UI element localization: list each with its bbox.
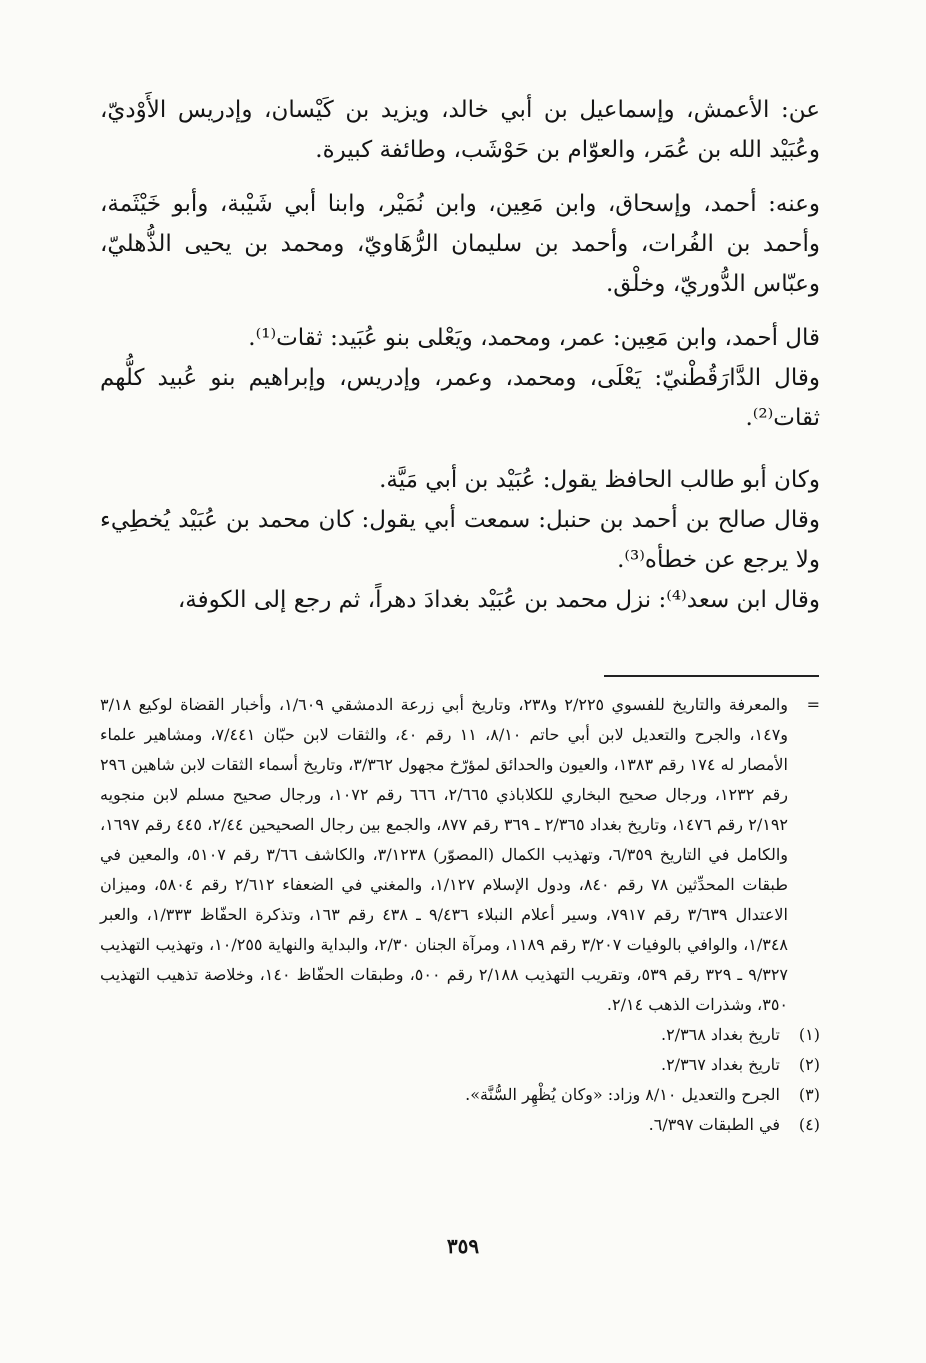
footnote-2 [100,1050,820,1080]
footnote-1 [100,1020,820,1050]
footnotes [100,690,820,1140]
paragraph-6: وقال صالح بن أحمد بن حنبل: سمعت أبي يقول: كان محمد بن عُبَيْد يُخطِيء ولا يرجع عن خطأه⁽³⁾. [100,507,820,573]
footnote-continuation [100,690,820,1020]
footnote-number: (١) [798,1025,820,1044]
continuation-text: والمعرفة والتاريخ للفسوي ٢/٢٢٥ و٢٣٨، وتاريخ أبي زرعة الدمشقي ١/٦٠٩، وأخبار القضاة لوكيع ٣/١٨ و١٤٧، والجرح والتعديل لابن أبي حاتم ٨/١٠، ١١ رقم ٤٠، والثقات لابن حبّان ٧/٤٤١، ومشاهير علماء الأمصار له ١٧٤ رقم ١٣٨٣، والعيون والحدائق لمؤرّخ مجهول ٣/٣٦٢، وتاريخ أسماء الثقات لابن شاهين ٢٩٦ رقم ١٢٣٢، ورجال صحيح البخاري للكلاباذي ٢/٦٦٥، ٦٦٦ رقم ١٠٧٢، ورجال صحيح مسلم لابن منجويه ٢/١٩٢ رقم ١٤٧٦، وتاريخ بغداد ٢/٣٦٥ ـ ٣٦٩ رقم ٨٧٧، والجمع بين رجال الصحيحين ٢/٤٤، ٤٤٥ رقم ١٦٩٧، والكامل في التاريخ ٦/٣٥٩، وتهذيب الكمال (المصوّر) ٣/١٢٣٨، والكاشف ٣/٦٦ رقم ٥١٠٧، والمعين في طبقات المحدِّثين ٧٨ رقم ٨٤٠، ودول الإسلام ١/١٢٧، والمغني في الضعفاء ٢/٦١٢ رقم ٥٨٠٤، وميزان الاعتدال ٣/٦٣٩ رقم ٧٩١٧، وسير أعلام النبلاء ٩/٤٣٦ ـ ٤٣٨ رقم ١٦٣، وتذكرة الحفّاظ ١/٣٣٣، والعبر ١/٣٤٨، والوافي بالوفيات ٣/٢٠٧ رقم ١١٨٩، ومرآة الجنان ٢/٣٠، والبداية والنهاية ١٠/٢٥٥، وتهذيب التهذيب ٩/٣٢٧ ـ ٣٢٩ رقم ٥٣٩، وتقريب التهذيب ٢/١٨٨ رقم ٥٠٠، وطبقات الحفّاظ ١٤٠، وخلاصة تذهيب التهذيب ٣٥٠، وشذرات الذهب ٢/١٤. [100,695,789,1014]
main-text [100,90,820,620]
footnote-text: الجرح والتعديل ٨/١٠ وزاد: «وكان يُظْهِر السُّنَّة». [465,1085,780,1104]
footnote-number: (٢) [798,1055,820,1074]
footnote-divider [604,675,819,677]
paragraph-7: وقال ابن سعد⁽⁴⁾: نزل محمد بن عُبَيْد بغدادَ دهراً، ثم رجع إلى الكوفة، [177,587,820,613]
footnote-4 [100,1110,820,1140]
paragraph-2: وعنه: أحمد، وإسحاق، وابن مَعِين، وابن نُمَيْر، وابنا أبي شَيْبة، وأبو خَيْثَمة، وأحمد بن الفُرات، وأحمد بن سليمان الرُّهَاويّ، ومحمد بن يحيى الذُّهليّ، وعبّاس الدُّوريّ، وخلْق. [100,191,820,297]
page-number: ٣٥٩ [446,1234,480,1258]
footnote-text: في الطبقات ٦/٣٩٧. [648,1115,780,1134]
paragraph-1: عن: الأعمش، وإسماعيل بن أبي خالد، ويزيد بن كَيْسان، وإدريس الأَوْديّ، وعُبَيْد الله بن عُمَر، والعوّام بن حَوْشَب، وطائفة كبيرة. [100,97,820,163]
continuation-mark: = [806,695,820,714]
paragraph-5: وكان أبو طالب الحافظ يقول: عُبَيْد بن أبي مَيَّة. [379,467,820,493]
paragraph-4: وقال الدَّارَقُطْنيّ: يَعْلَى، ومحمد، وعمر، وإدريس، وإبراهيم بنو عُبيد كلُّهم ثقات⁽²⁾. [100,365,820,431]
paragraph-3: قال أحمد، وابن مَعِين: عمر، ومحمد، ويَعْلى بنو عُبَيد: ثقات⁽¹⁾. [248,325,820,351]
footnote-number: (٣) [798,1085,820,1104]
footnote-number: (٤) [798,1115,820,1134]
footnote-3 [100,1080,820,1110]
footnote-text: تاريخ بغداد ٢/٣٦٧. [660,1055,780,1074]
footnote-text: تاريخ بغداد ٢/٣٦٨. [660,1025,780,1044]
